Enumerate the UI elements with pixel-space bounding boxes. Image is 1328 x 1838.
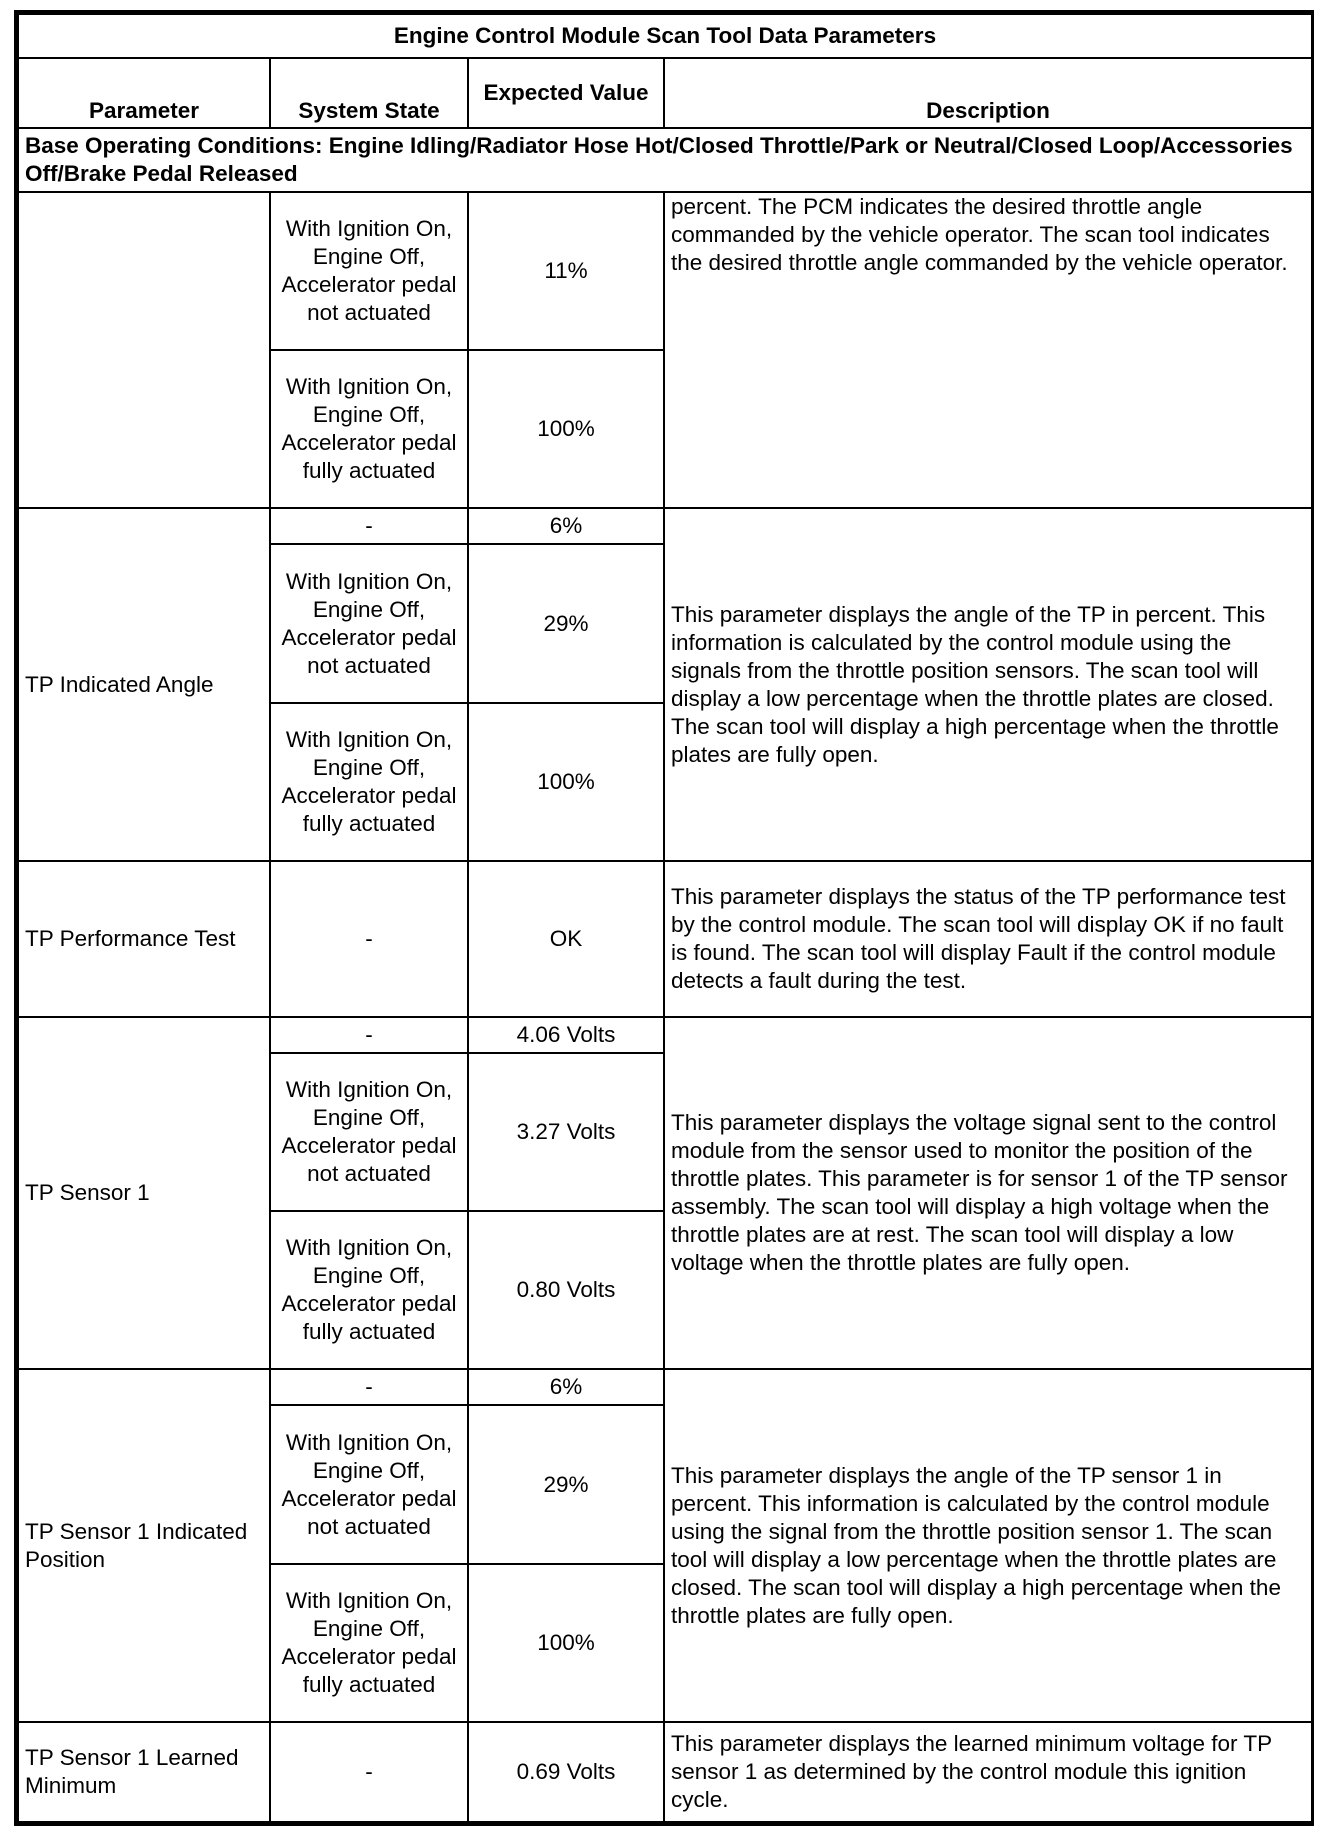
document-page <box>14 10 1314 1826</box>
scan-tool-data-table <box>17 13 1313 1823</box>
parameter-cell: TP Sensor 1 Indicated Position <box>18 1369 270 1721</box>
description-cell: This parameter displays the learned minimum voltage for TP sensor 1 as determined by the control module this ignition cycle. <box>664 1722 1312 1822</box>
table-title-row <box>18 14 1312 58</box>
system-state-cell: - <box>270 1722 468 1822</box>
table-row <box>18 1369 1312 1405</box>
expected-value-cell: 100% <box>468 703 664 861</box>
base-operating-conditions: Base Operating Conditions: Engine Idling/Radiator Hose Hot/Closed Throttle/Park or Neutral/Closed Loop/Accessories Off/Brake Pedal Released <box>18 128 1312 192</box>
system-state-cell: With Ignition On, Engine Off, Accelerator pedal not actuated <box>270 1053 468 1211</box>
parameter-cell: TP Indicated Angle <box>18 508 270 860</box>
system-state-cell: With Ignition On, Engine Off, Accelerator pedal fully actuated <box>270 350 468 508</box>
system-state-cell: With Ignition On, Engine Off, Accelerator pedal not actuated <box>270 544 468 702</box>
table-title: Engine Control Module Scan Tool Data Parameters <box>18 14 1312 58</box>
expected-value-cell: 0.80 Volts <box>468 1211 664 1369</box>
system-state-cell: - <box>270 1369 468 1405</box>
parameter-cell <box>18 192 270 508</box>
expected-value-cell: 0.69 Volts <box>468 1722 664 1822</box>
table-header-row <box>18 58 1312 128</box>
system-state-cell: With Ignition On, Engine Off, Accelerator pedal not actuated <box>270 1405 468 1563</box>
expected-value-cell: 29% <box>468 544 664 702</box>
system-state-cell: With Ignition On, Engine Off, Accelerator pedal fully actuated <box>270 1564 468 1722</box>
header-description: Description <box>664 58 1312 128</box>
expected-value-cell: OK <box>468 861 664 1017</box>
description-cell: This parameter displays the voltage signal sent to the control module from the sensor used to monitor the position of the throttle plates. This parameter is for sensor 1 of the TP sensor assembly. The scan tool will display a high voltage when the throttle plates are at rest. The scan tool will display a low voltage when the throttle plates are fully open. <box>664 1017 1312 1369</box>
description-cell: percent. The PCM indicates the desired throttle angle commanded by the vehicle operator. The scan tool indicates the desired throttle angle commanded by the vehicle operator. <box>664 192 1312 508</box>
expected-value-cell: 100% <box>468 350 664 508</box>
expected-value-cell: 100% <box>468 1564 664 1722</box>
description-cell: This parameter displays the angle of the TP in percent. This information is calculated by the control module using the signals from the throttle position sensors. The scan tool will display a low percentage when the throttle plates are closed. The scan tool will display a high percentage when the throttle plates are fully open. <box>664 508 1312 860</box>
table-row <box>18 192 1312 350</box>
expected-value-cell: 6% <box>468 1369 664 1405</box>
system-state-cell: - <box>270 861 468 1017</box>
description-cell: This parameter displays the status of the TP performance test by the control module. The scan tool will display OK if no fault is found. The scan tool will display Fault if the control module detects a fault during the test. <box>664 861 1312 1017</box>
system-state-cell: With Ignition On, Engine Off, Accelerator pedal fully actuated <box>270 703 468 861</box>
table-row <box>18 508 1312 544</box>
parameter-cell: TP Sensor 1 <box>18 1017 270 1369</box>
table-row <box>18 1722 1312 1822</box>
header-system-state: System State <box>270 58 468 128</box>
expected-value-cell: 6% <box>468 508 664 544</box>
header-parameter: Parameter <box>18 58 270 128</box>
expected-value-cell: 4.06 Volts <box>468 1017 664 1053</box>
system-state-cell: With Ignition On, Engine Off, Accelerator pedal fully actuated <box>270 1211 468 1369</box>
system-state-cell: - <box>270 1017 468 1053</box>
system-state-cell: - <box>270 508 468 544</box>
parameter-cell: TP Performance Test <box>18 861 270 1017</box>
header-expected-value: Expected Value <box>468 58 664 128</box>
expected-value-cell: 11% <box>468 192 664 350</box>
parameter-cell: TP Sensor 1 Learned Minimum <box>18 1722 270 1822</box>
expected-value-cell: 3.27 Volts <box>468 1053 664 1211</box>
expected-value-cell: 29% <box>468 1405 664 1563</box>
system-state-cell: With Ignition On, Engine Off, Accelerator pedal not actuated <box>270 192 468 350</box>
conditions-row <box>18 128 1312 192</box>
description-cell: This parameter displays the angle of the TP sensor 1 in percent. This information is calculated by the control module using the signal from the throttle position sensor 1. The scan tool will display a low percentage when the throttle plates are closed. The scan tool will display a high percentage when the throttle plates are fully open. <box>664 1369 1312 1721</box>
table-row <box>18 1017 1312 1053</box>
table-row <box>18 861 1312 1017</box>
